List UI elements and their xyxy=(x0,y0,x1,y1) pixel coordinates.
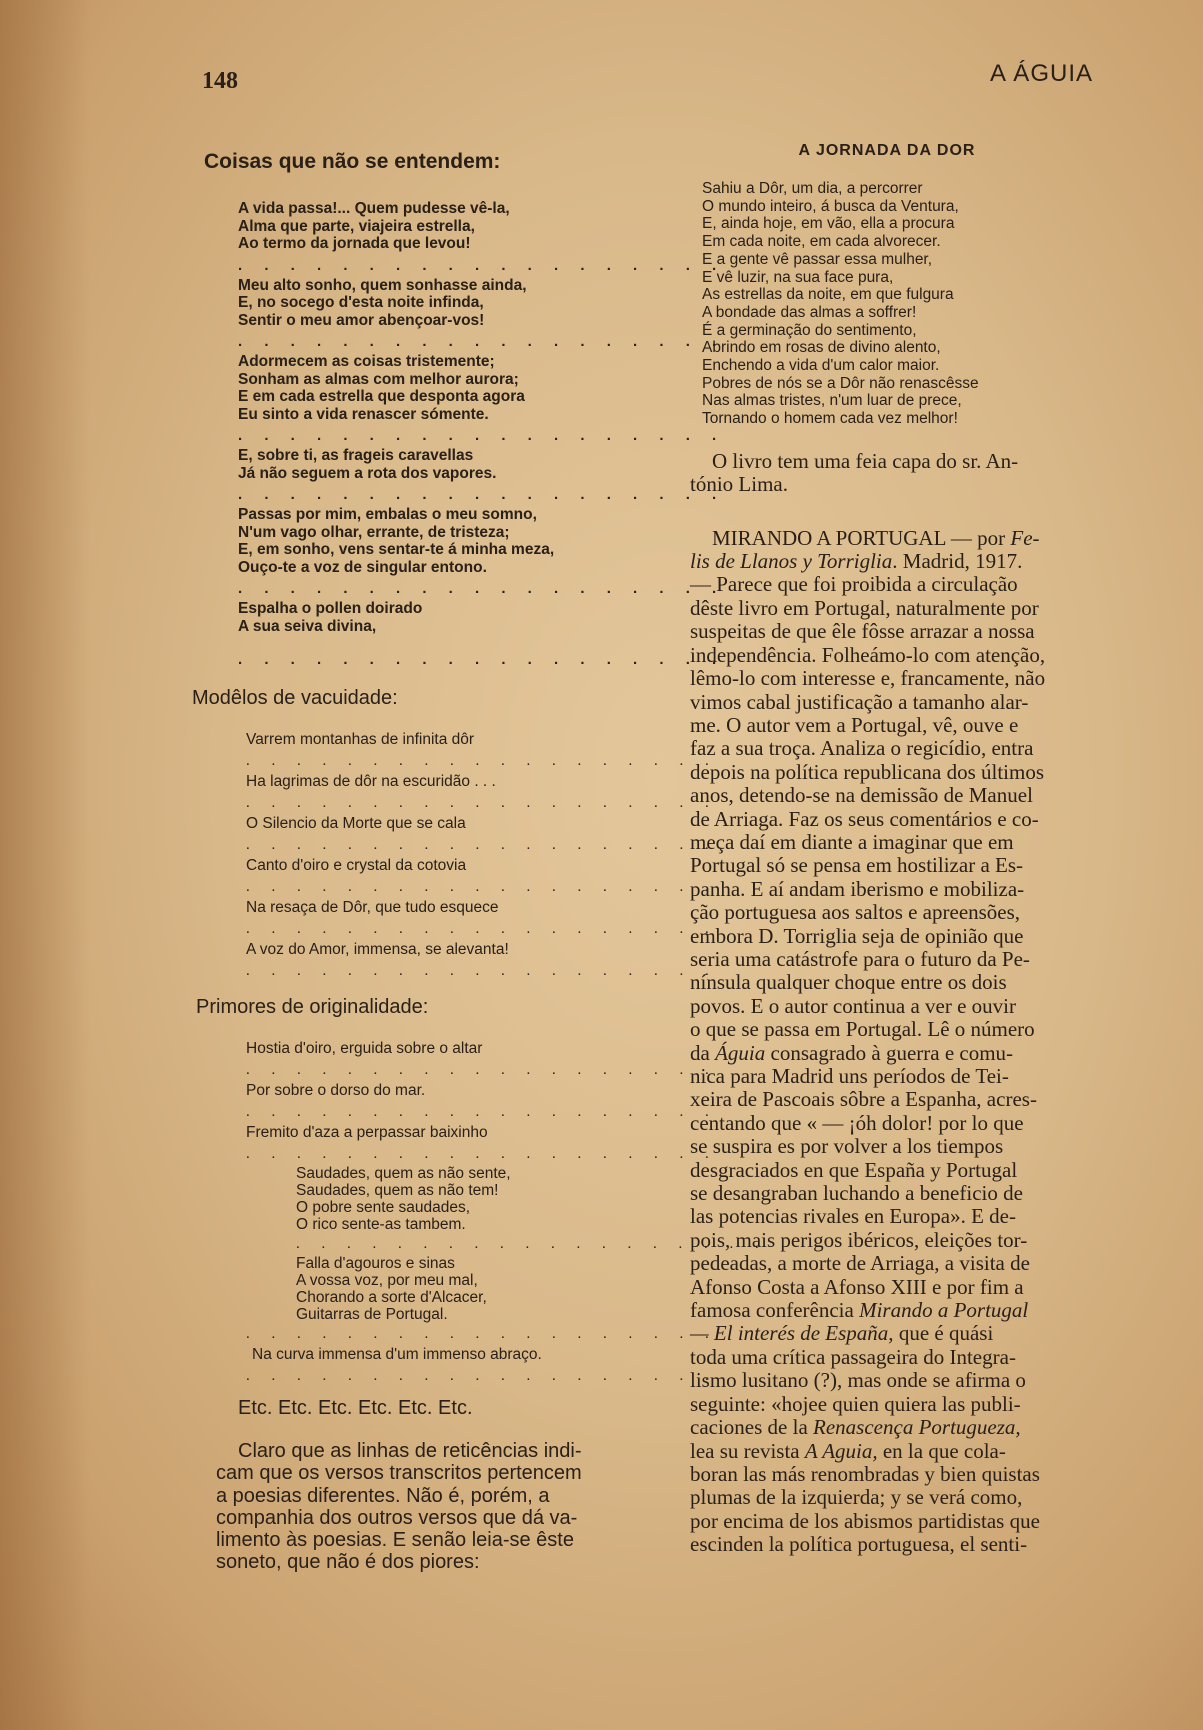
text-line: cam que os versos transcritos pertencem xyxy=(216,1462,582,1485)
text-line: o que se passa em Portugal. Lê o número xyxy=(690,1017,1035,1042)
text-line: de Arriaga. Faz os seus comentários e co- xyxy=(690,806,1039,831)
cover-note xyxy=(690,450,1120,497)
publication-name: Renascença Portugueza, xyxy=(813,1415,1021,1440)
verse-line: Espalha o pollen doirado xyxy=(238,600,423,617)
section-heading-primores: Primores de originalidade: xyxy=(196,996,429,1018)
etc-line: Etc. Etc. Etc. Etc. Etc. Etc. xyxy=(238,1397,473,1419)
text-line: toda uma crítica passageira do Integra- xyxy=(690,1344,1016,1369)
verse-line: Alma que parte, viajeira estrella, xyxy=(238,217,475,235)
ellipsis-dots: . . . . . . . . . . . . . . . . . . . xyxy=(238,651,726,668)
text-line: se desangraban luchando a beneficio de xyxy=(690,1181,1023,1206)
section-heading-coisas: Coisas que não se entendem: xyxy=(204,150,501,173)
poem-line: E, ainda hoje, em vão, ella a procura xyxy=(702,215,955,233)
page-number: 148 xyxy=(202,68,238,94)
stanza xyxy=(238,277,620,330)
ellipsis-dots: . . . . . . . . . . . . . . . . . . . xyxy=(238,333,726,350)
poem-line: E a gente vê passar essa mulher, xyxy=(702,250,933,268)
text-line: nínsula qualquer choque entre os dois xyxy=(690,970,1007,995)
quote-line: Por sobre o dorso do mar. xyxy=(246,1082,426,1099)
ellipsis-dots: . . . . . . . . . . . . . . . . . . . xyxy=(238,486,726,503)
verse-line: Saudades, quem as não sente, xyxy=(296,1165,511,1182)
text-line: Afonso Costa a Afonso XIII e por fim a xyxy=(690,1274,1024,1299)
text-line: depois na política republicana dos últimos xyxy=(690,759,1045,784)
stanza xyxy=(238,353,620,423)
text-line: nica para Madrid uns períodos de Tei- xyxy=(690,1064,1009,1088)
text-fragment: que é quási xyxy=(893,1321,994,1346)
poem-line: Enchendo a vida d'um calor maior. xyxy=(702,357,940,375)
text-line: independência. Folheámo-lo com atenção, xyxy=(690,642,1046,667)
verse-line: Sentir o meu amor abençoar-vos! xyxy=(238,311,485,329)
journal-name: Águia xyxy=(715,1040,766,1065)
verse-line: E em cada estrella que desponta agora xyxy=(238,388,525,405)
text-line: desgraciados en que España y Portugal xyxy=(690,1157,1018,1182)
text-line: Portugal só se pensa em hostilizar a Es- xyxy=(690,853,1024,878)
stanza xyxy=(238,447,620,482)
ellipsis-dots: . . . . . . . . . . . . . . . . . . . xyxy=(246,753,718,769)
verse-line: E, sobre ti, as frageis caravellas xyxy=(238,447,474,464)
journal-title: A ÁGUIA xyxy=(989,60,1093,87)
text-line: seguinte: «hojee quien quiera las publi- xyxy=(690,1391,1021,1416)
text-line: panha. E aí andam iberismo e mobiliza- xyxy=(690,876,1025,901)
poem-line: Em cada noite, em cada alvorecer. xyxy=(702,233,941,251)
poem-line: É a germinação do sentimento, xyxy=(702,321,917,339)
verse-line: E, em sonho, vens sentar-te á minha meza, xyxy=(238,541,555,558)
quote-line: Hostia d'oiro, erguida sobre o altar xyxy=(246,1040,483,1057)
quote-line: Canto d'oiro e crystal da cotovia xyxy=(246,857,467,874)
quoted-quatrain xyxy=(296,1165,620,1233)
poem-line: A bondade das almas a soffrer! xyxy=(702,303,917,321)
quote-line: A voz do Amor, immensa, se alevanta! xyxy=(246,941,509,958)
text-line: Claro que as linhas de reticências indi- xyxy=(238,1440,582,1462)
text-line: las potencias rivales en Europa». E de- xyxy=(690,1204,1016,1229)
stanza xyxy=(238,506,620,576)
text-fragment: famosa conferência xyxy=(690,1298,860,1323)
text-line: embora D. Torriglia seja de opinião que xyxy=(690,923,1024,948)
ellipsis-dots: . . . . . . . . . . . . . . . . . . . xyxy=(238,427,726,444)
text-line: pedeadas, a morte de Arriaga, a visita de xyxy=(690,1251,1030,1276)
text-line: tónio Lima. xyxy=(690,472,788,497)
text-line: meça daí em diante a imaginar que em xyxy=(690,829,1014,854)
text-fragment: en la que cola- xyxy=(877,1438,1006,1463)
verse-line: A vossa voz, por meu mal, xyxy=(296,1272,478,1289)
review-heading-line xyxy=(690,550,1120,573)
text-line: boran las más renombradas y bien quistas xyxy=(690,1461,1040,1486)
verse-line: O pobre sente saudades, xyxy=(296,1199,471,1216)
verse-line: Saudades, quem as não tem! xyxy=(296,1182,499,1199)
verse-line: Falla d'agouros e sinas xyxy=(296,1255,455,1272)
verse-line: Ouço-te a voz de singular entono. xyxy=(238,558,487,576)
ellipsis-dots: . . . . . . . . . . . . . . . . . . . xyxy=(246,1062,718,1078)
verse-line: A sua seiva divina, xyxy=(238,617,377,635)
poem-line: E vê luzir, na sua face pura, xyxy=(702,268,894,286)
text-line xyxy=(690,1440,1120,1463)
text-line xyxy=(690,1322,1120,1345)
text-fragment: da xyxy=(690,1040,716,1065)
verse-line: Já não seguem a rota dos vapores. xyxy=(238,464,497,482)
page-edge-shadow xyxy=(0,0,90,1730)
text-line: escinden la política portuguesa, el senti- xyxy=(690,1532,1028,1557)
verse-line: A vida passa!... Quem pudesse vê-la, xyxy=(238,200,510,217)
ellipsis-dots: . . . . . . . . . . . . . . . . . . . xyxy=(246,1368,718,1384)
author-name: lis de Llanos y Torriglia xyxy=(690,549,893,574)
review-heading-line xyxy=(712,527,1120,550)
text-line: xeira de Pascoais sôbre a Espanha, acres- xyxy=(690,1087,1037,1112)
verse-line: E, no socego d'esta noite infinda, xyxy=(238,294,484,311)
text-line: faz a sua troça. Analiza o regicídio, entra xyxy=(690,736,1034,761)
poem-line: O mundo inteiro, á busca da Ventura, xyxy=(702,197,959,215)
quote-line: O Silencio da Morte que se cala xyxy=(246,815,466,832)
text-fragment: lea su revista xyxy=(690,1438,805,1463)
text-line: centando que « — ¡óh dolor! por lo que xyxy=(690,1110,1024,1135)
verse-line: Eu sinto a vida renascer sómente. xyxy=(238,405,489,423)
section-heading-modelos: Modêlos de vacuidade: xyxy=(192,687,398,709)
text-line: lismo lusitano (?), mas onde se afirma o xyxy=(690,1368,1026,1393)
ellipsis-dots: . . . . . . . . . . . . . . . . . . . xyxy=(238,256,726,274)
text-line: suspeitas de que êle fôsse arrazar a nossa xyxy=(690,619,1035,644)
verse-line: Passas por mim, embalas o meu somno, xyxy=(238,506,537,523)
conference-title: Mirando a Portugal xyxy=(859,1298,1029,1323)
poem-line: Pobres de nós se a Dôr não renascêsse xyxy=(702,374,979,392)
poem-line: Sahiu a Dôr, um dia, a percorrer xyxy=(702,180,923,197)
text-line: plumas de la izquierda; y se verá como, xyxy=(690,1485,1023,1510)
quote-line: Ha lagrimas de dôr na escuridão . . . xyxy=(246,773,496,790)
ellipsis-dots: . . . . . . . . . . . . . . . . . . . xyxy=(246,795,718,811)
text-line: lêmo-lo com interesse e, francamente, não xyxy=(690,666,1046,691)
text-line: me. O autor vem a Portugal, vê, ouve e xyxy=(690,712,1019,737)
journal-name: A Aguia, xyxy=(804,1438,878,1463)
text-line: vimos cabal justificação a tamanho alar- xyxy=(690,689,1029,714)
quoted-quatrain xyxy=(296,1255,620,1323)
quote-line: Varrem montanhas de infinita dôr xyxy=(246,731,475,748)
verse-line: O rico sente-as tambem. xyxy=(296,1216,466,1233)
author-name: Fe- xyxy=(1010,525,1040,550)
poem-line: As estrellas da noite, em que fulgura xyxy=(702,286,954,304)
stanza xyxy=(238,600,620,635)
book-review xyxy=(690,527,1120,1557)
quote-line: Fremito d'aza a perpassar baixinho xyxy=(246,1124,488,1141)
quote-line: Na curva immensa d'um immenso abraço. xyxy=(252,1346,542,1363)
text-line xyxy=(690,1042,1120,1065)
verse-line: Meu alto sonho, quem sonhasse ainda, xyxy=(238,276,527,294)
review-title: MIRANDO A PORTUGAL — por xyxy=(712,525,1011,550)
text-line: a poesias diferentes. Não é, porém, a xyxy=(216,1484,550,1507)
stanza xyxy=(238,200,620,253)
text-line: se suspira es por volver a los tiempos xyxy=(690,1134,1004,1159)
verse-line: N'um vago olhar, errante, de tristeza; xyxy=(238,523,510,541)
text-line xyxy=(690,1299,1120,1322)
ellipsis-dots: . . . . . . . . . . . . . . . . . . . xyxy=(246,1326,718,1342)
ellipsis-dots: . . . . . . . . . . . . . . . . . . . xyxy=(246,921,718,937)
poem-line: Tornando o homem cada vez melhor! xyxy=(702,410,958,428)
closing-paragraph xyxy=(216,1440,621,1574)
publication-info: . Madrid, 1917. xyxy=(892,549,1023,574)
text-line: povos. E o autor continua a ver e ouvir xyxy=(690,993,1016,1018)
verse-line: Guitarras de Portugal. xyxy=(296,1306,448,1323)
text-line: dêste livro em Portugal, naturalmente por xyxy=(690,595,1039,620)
text-line: — Parece que foi proibida a circulação xyxy=(690,572,1018,597)
verse-group-1 xyxy=(238,200,726,671)
text-line: por encima de los abismos partidistas que xyxy=(690,1508,1040,1533)
text-line: companhia dos outros versos que dá va- xyxy=(216,1506,578,1529)
verse-line: Ao termo da jornada que levou! xyxy=(238,235,471,252)
text-line: pois, mais perigos ibéricos, eleições tor- xyxy=(690,1227,1028,1252)
ellipsis-dots: . . . . . . . . . . . . . . . . . . . xyxy=(246,1104,718,1120)
text-line xyxy=(690,1416,1120,1439)
right-column xyxy=(668,142,1106,1557)
text-line: anos, detendo-se na demissão de Manuel xyxy=(690,783,1033,808)
conference-title: — El interés de España, xyxy=(690,1321,894,1346)
text-fragment: consagrado à guerra e comu- xyxy=(765,1040,1014,1065)
text-line: soneto, que não é dos piores: xyxy=(216,1551,480,1574)
text-line: limento às poesias. E senão leia-se êste xyxy=(216,1529,574,1552)
text-line: seria uma catástrofe para o futuro da Pe- xyxy=(690,946,1030,971)
poem-line: Abrindo em rosas de divino alento, xyxy=(702,339,941,357)
poem-line: Nas almas tristes, n'um luar de prece, xyxy=(702,392,962,410)
ellipsis-dots: . . . . . . . . . . . . . . . . . . . xyxy=(246,837,718,853)
ellipsis-dots: . . . . . . . . . . . . . . . . . . . xyxy=(238,580,726,597)
verse-line: Adormecem as coisas tristemente; xyxy=(238,353,495,370)
text-line: O livro tem uma feia capa do sr. An- xyxy=(712,448,1019,473)
ellipsis-dots: . . . . . . . . . . . . . . . . . . . xyxy=(246,879,718,895)
ellipsis-dots: . . . . . . . . . . . . . . . . . . . xyxy=(296,1236,768,1252)
ellipsis-dots: . . . . . . . . . . . . . . . . . . . xyxy=(246,1146,718,1162)
verse-line: Sonham as almas com melhor aurora; xyxy=(238,370,519,388)
sonnet xyxy=(702,180,1106,428)
poem-title: A JORNADA DA DOR xyxy=(798,142,976,159)
text-line: ção portuguesa aos saltos e apreensões, xyxy=(690,900,1021,925)
ellipsis-dots: . . . . . . . . . . . . . . . . . . . xyxy=(246,963,718,979)
text-fragment: caciones de la xyxy=(690,1415,814,1440)
verse-line: Chorando a sorte d'Alcacer, xyxy=(296,1289,487,1306)
quote-line: Na resaça de Dôr, que tudo esquece xyxy=(246,899,499,916)
